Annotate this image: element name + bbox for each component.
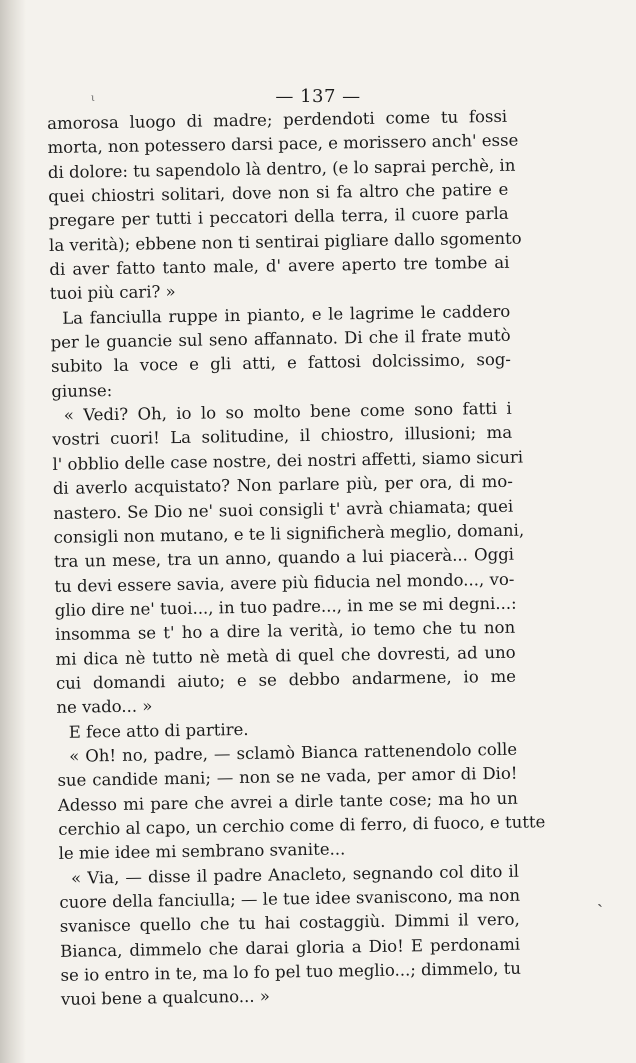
binding-gutter-shadow — [0, 0, 26, 1063]
text-line: tra un mese, tra un anno, quando a lui piacerà... Oggi — [53, 544, 515, 572]
text-line: l' obblio delle case nostre, dei nostri affetti, siamo sicuri — [52, 447, 524, 474]
text-line: Adesso mi pare che avrei a dirle tante cose; ma ho un — [57, 788, 518, 815]
text-line: di averlo acquistato? Non parlare più, per ora, di mo- — [52, 471, 514, 499]
text-line: pregare per tutti i peccatori della terra, il cuore parla — [48, 204, 509, 231]
text-line: la verità); ebbene non ti sentirai pigliare dallo sgomento — [48, 228, 522, 255]
text-line: insomma se t' ho a dire la verità, io temo che tu non — [55, 617, 516, 645]
text-line: amorosa luogo di madre; perdendoti come tu fossi — [47, 106, 508, 133]
text-line: « Via, — disse il padre Anacleto, segnando col dito il — [70, 861, 520, 888]
text-line: quei chiostri solitari, dove non si fa altro che patire e — [48, 179, 509, 207]
text-line: Bianca, dimmelo che darai gloria a Dio! E perdonami — [60, 934, 521, 961]
body-text — [47, 105, 546, 1013]
text-line: le mie idee mi sembrano svanite... — [58, 839, 346, 864]
right-margin-mark: ˎ — [597, 887, 603, 908]
text-line: cui domandi aiuto; e se debbo andarmene, io me — [55, 666, 517, 693]
text-line: sue candide mani; — non se ne vada, per amor di Dio! — [57, 763, 518, 791]
text-line: glio dire ne' tuoi..., in tuo padre..., in me se mi degni...: — [54, 593, 517, 620]
text-line: svanisce quello che tu hai costaggiù. Dimmi il vero, — [59, 910, 520, 937]
text-line: tuoi più cari? » — [49, 282, 176, 304]
text-line: consigli non mutano, e te li significherà meglio, domani, — [53, 520, 525, 547]
text-line: giunse: — [51, 380, 113, 401]
text-line: mi dica nè tutto nè metà di quel che dovresti, ad uno — [55, 642, 516, 669]
text-line: cerchio al capo, un cerchio come di ferro, di fuoco, e tutte — [58, 812, 546, 839]
text-line: nastero. Se Dio ne' suoi consigli t' avrà chiamata; quei — [53, 496, 514, 523]
text-line: La fanciulla ruppe in pianto, e le lagrime le caddero — [62, 301, 511, 328]
text-line: subito la voce e gli atti, e fattosi dolcissimo, sog- — [50, 350, 512, 377]
text-line: E fece atto di partire. — [68, 719, 249, 742]
text-line: di aver fatto tanto male, d' avere aperto tre tombe ai — [49, 252, 510, 280]
text-line: vostri cuori! La solitudine, il chiostro, illusioni; ma — [52, 423, 513, 450]
text-line: di dolore: tu sapendolo là dentro, (e lo saprai perchè, in — [47, 155, 516, 182]
top-left-mark: ι — [91, 93, 95, 104]
text-line: « Vedi? Oh, io lo so molto bene come sono fatti i — [63, 398, 512, 425]
text-line: cuore della fanciulla; — le tue idee svaniscono, ma non — [59, 885, 521, 912]
page-number: — 137 — — [275, 86, 361, 107]
text-line: se io entro in te, ma lo fo pel tuo meglio...; dimmelo, tu — [60, 958, 522, 985]
text-line: per le guancie sul seno affannato. Di che il frate mutò — [50, 325, 511, 353]
text-line: morta, non potessero darsi pace, e morissero anch' esse — [47, 130, 519, 158]
text-line: ne vado... » — [56, 696, 153, 718]
text-line: « Oh! no, padre, — sclamò Bianca rattenendolo colle — [68, 739, 518, 766]
text-line: tu devi essere savia, avere più fiducia nel mondo..., vo- — [54, 569, 515, 596]
text-line: vuoi bene a qualcuno... » — [60, 986, 271, 1010]
